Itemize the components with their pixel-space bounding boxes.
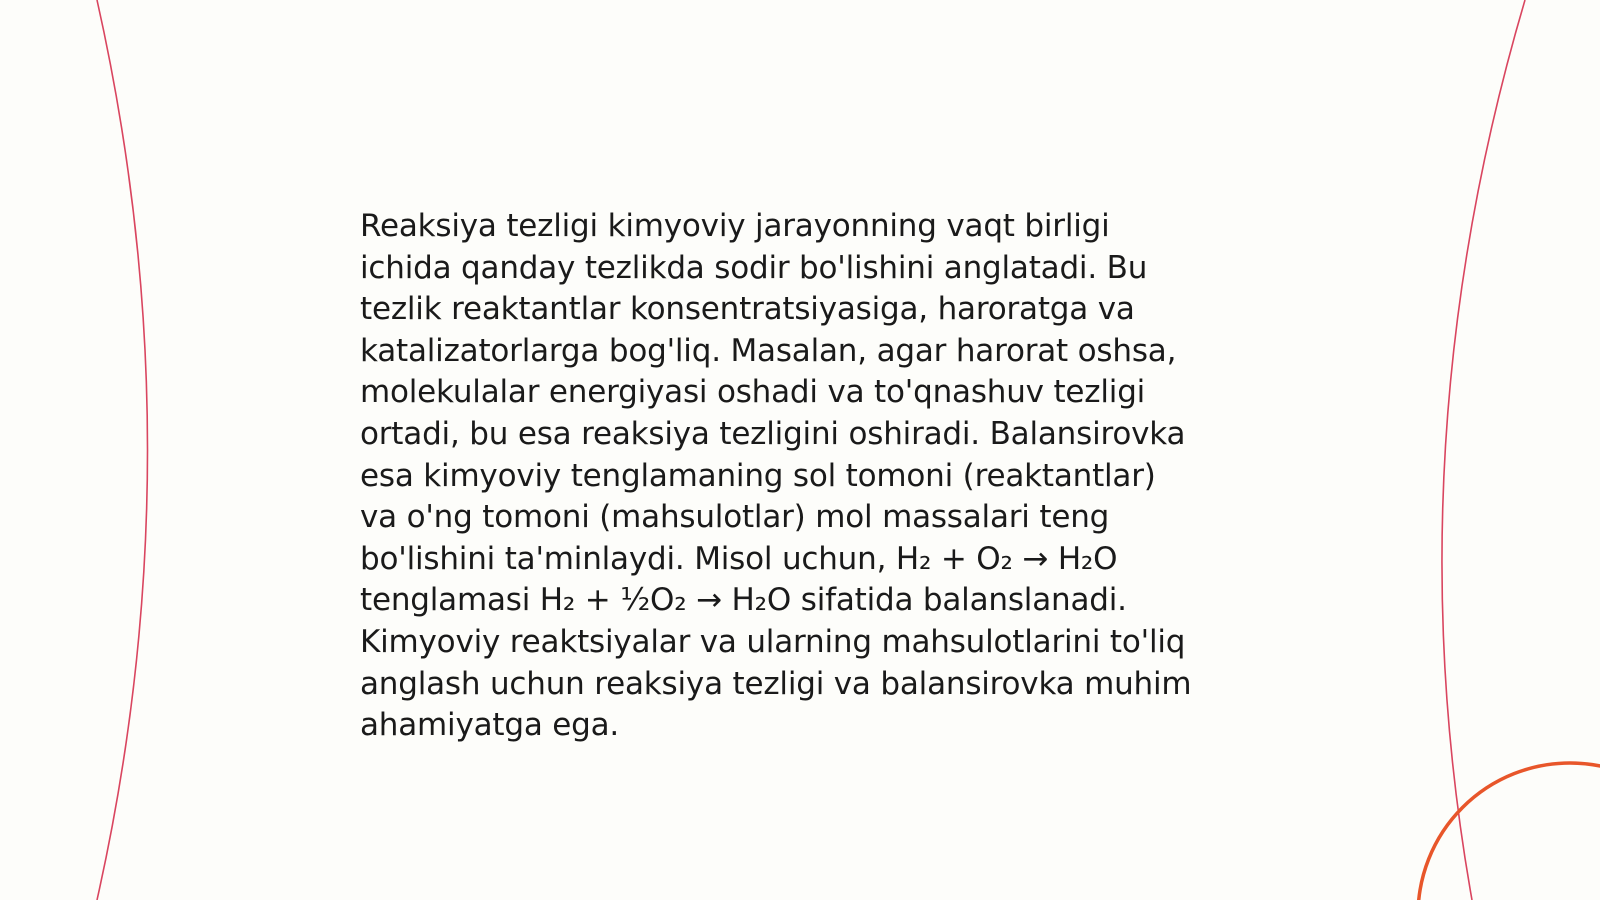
body-line: ahamiyatga ega. — [360, 707, 620, 744]
body-paragraph — [360, 206, 1260, 747]
body-line: molekulalar energiyasi oshadi va to'qnashuv tezligi — [360, 374, 1146, 411]
body-line: tenglamasi H₂ + ½O₂ → H₂O sifatida balanslanadi. — [360, 582, 1127, 619]
body-line: katalizatorlarga bog'liq. Masalan, agar harorat oshsa, — [360, 332, 1177, 369]
right-arc-line — [1442, 0, 1525, 900]
body-line: bo'lishini ta'minlaydi. Misol uchun, H₂ + O₂ → H₂O — [360, 540, 1118, 577]
body-line: Reaksiya tezligi kimyoviy jarayonning vaqt birligi — [360, 208, 1110, 244]
body-line: ortadi, bu esa reaksiya tezligini oshiradi. Balansirovka — [360, 415, 1186, 452]
body-line: ichida qanday tezlikda sodir bo'lishini anglatadi. Bu — [360, 249, 1148, 286]
body-line: esa kimyoviy tenglamaning sol tomoni (reaktantlar) — [360, 457, 1156, 494]
body-line: anglash uchun reaksiya tezligi va balansirovka muhim — [360, 665, 1192, 702]
body-line: Kimyoviy reaktsiyalar va ularning mahsulotlarini to'liq — [360, 623, 1186, 660]
left-arc-line — [97, 0, 148, 900]
orange-accent-circle — [1418, 763, 1600, 900]
body-line: va o'ng tomoni (mahsulotlar) mol massalari teng — [360, 499, 1110, 536]
body-line: tezlik reaktantlar konsentratsiyasiga, haroratga va — [360, 291, 1135, 328]
